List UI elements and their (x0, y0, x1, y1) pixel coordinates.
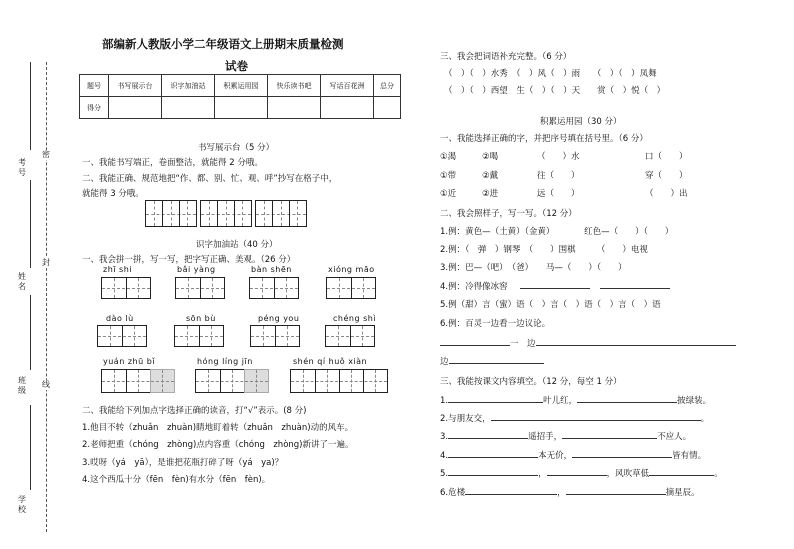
pinyin: shén qí huǒ xiàn (293, 357, 368, 366)
fill-text: ， (557, 488, 566, 498)
school-line (30, 405, 31, 490)
fill-row (440, 449, 706, 461)
fill-text: 5. (440, 469, 449, 479)
fill-text: 摘星辰。 (665, 488, 700, 498)
choose-option: ①近 (440, 189, 457, 199)
fill-row (440, 430, 691, 442)
choose-blank[interactable]: 口（ ） (645, 152, 688, 162)
fill-text: 3. (440, 432, 449, 442)
char-grid[interactable] (249, 277, 299, 299)
fill-row (440, 467, 723, 479)
reading-line: 4.这个西瓜十分（fēn fèn)有水分（fēn fèn)。 (82, 475, 271, 485)
example-question: 二、我会照样子，写一写。（12 分） (440, 209, 577, 219)
example-row (440, 280, 670, 292)
writing-q2-line2: 就能得 3 分哦。 (82, 189, 144, 199)
fill-row (440, 394, 711, 406)
fill-text: 。 (700, 414, 710, 424)
binding-margin (0, 0, 72, 549)
literacy-q2: 二、我能给下列加点字选择正确的读音，打“√”表示。(8 分) (82, 406, 307, 416)
pinyin: bǎi yàng (177, 265, 216, 274)
example-text: 4.例：冷得像冰窖 (440, 282, 508, 292)
choose-blank[interactable]: （ ）水 (537, 152, 580, 162)
reading-line: 2.老师把重（chóng zhòng)点内容重（chóng zhòng)新讲了一遍。 (82, 440, 354, 450)
fill-text: 2.与朋友交， (440, 414, 491, 424)
literacy-q1: 一、我会拼一拼，写一写，把字写正确、美观。（26 分） (82, 255, 296, 265)
score-table-row (80, 97, 401, 119)
score-cell[interactable] (109, 97, 162, 119)
fill-text: 。 (714, 469, 723, 479)
answer-line[interactable] (440, 345, 510, 346)
score-table-header-row (80, 75, 401, 97)
section-literacy-title: 识字加油站（40 分） (196, 240, 278, 250)
exam-no-label: 考号 (18, 158, 26, 177)
score-header: 快乐读书吧 (268, 75, 321, 97)
fill-text: 本无价， (538, 451, 573, 461)
answer-line[interactable] (562, 438, 657, 439)
fill-row (440, 412, 709, 424)
idiom-word: 赏 (597, 86, 606, 96)
score-row-label: 得分 (80, 97, 109, 119)
exam-subtitle: 试卷 (225, 59, 248, 73)
score-header: 积累运用园 (215, 75, 268, 97)
answer-line[interactable] (577, 402, 677, 403)
writing-grid[interactable] (200, 200, 252, 227)
idiom-word: 凤舞 (639, 69, 657, 79)
answer-line[interactable] (566, 494, 666, 495)
pinyin: péng you (258, 314, 300, 323)
fill-text: 遥招手， (528, 432, 563, 442)
choose-option: ①带 (440, 171, 457, 181)
pinyin: zhī shi (103, 265, 132, 274)
choose-option: ②进 (482, 189, 499, 199)
choose-blank[interactable]: 穿（ ） (645, 171, 688, 181)
pinyin: hóng líng jīn (197, 357, 253, 366)
idiom-row-1: （ ）（ ）水秀 （ ）风（ ）雨 （ ）（ ）凤舞 (444, 69, 657, 79)
pinyin: dào lù (106, 314, 134, 323)
fill-text: 皆有情。 (672, 451, 707, 461)
cut-line (46, 62, 47, 532)
choose-option: ②喝 (482, 152, 499, 162)
answer-line[interactable] (649, 475, 714, 476)
char-grid-shaded (150, 369, 175, 393)
school-label: 学校 (18, 495, 26, 514)
char-grid[interactable] (325, 325, 375, 347)
pinyin: yuán zhū bǐ (103, 357, 156, 366)
section-writing-title: 书写展示台（5 分） (198, 143, 275, 153)
example-row: 5.例（甜）言（蜜）语（ ）言（ ）语（ ）言（ ）语 (440, 300, 661, 310)
score-cell[interactable] (321, 97, 374, 119)
score-header: 题号 (80, 75, 109, 97)
char-grid[interactable] (175, 277, 225, 299)
idiom-word: 水秀 (490, 69, 508, 79)
reading-line: 3.哎呀（yá yā），是谁把花瓶打碎了呀（yá ya)？ (82, 458, 284, 468)
feng-label: 封 (42, 258, 50, 267)
score-header: 写话百花洲 (321, 75, 374, 97)
answer-line[interactable] (547, 475, 607, 476)
xian-label: 线 (42, 380, 50, 389)
answer-line[interactable] (465, 494, 557, 495)
score-header: 书写展示台 (109, 75, 162, 97)
writing-q1: 一、我能书写端正，卷面整洁，就能得 2 分哦。 (82, 158, 263, 168)
choose-option: ①渴 (440, 152, 457, 162)
fill-text: 4. (440, 451, 449, 461)
choose-question: 一、我能选择正确的字，并把序号填在括号里。（6 分） (440, 134, 648, 144)
writing-grid[interactable] (145, 200, 197, 227)
example-row: 6.例：百灵一边看一边议论。 (440, 319, 551, 329)
pinyin: chéng shì (333, 314, 377, 323)
answer-line[interactable] (448, 475, 538, 476)
char-grid[interactable] (97, 325, 147, 347)
exam-title: 部编新人教版小学二年级语文上册期末质量检测 (102, 37, 344, 51)
answer-line[interactable] (600, 288, 670, 289)
char-grid[interactable] (250, 325, 300, 347)
score-cell[interactable] (162, 97, 215, 119)
class-label: 班级 (18, 376, 26, 395)
fill-text: 6.危楼 (440, 488, 466, 498)
answer-line[interactable] (572, 457, 672, 458)
choose-option: ②戴 (482, 171, 499, 181)
name-label: 姓名 (18, 272, 26, 291)
reading-line: 1.他目不转（zhuǎn zhuàn)睛地盯着转（zhuǎn zhuàn)动的风车。 (82, 423, 354, 433)
pinyin: sōn bù (186, 314, 216, 323)
char-grid[interactable] (290, 369, 388, 393)
choose-blank[interactable]: 远（ ） (537, 189, 580, 199)
fill-text: 不应人。 (657, 432, 692, 442)
score-table (79, 74, 401, 119)
fill-text: ， (538, 469, 547, 479)
pinyin: bàn shēn (251, 265, 292, 274)
mi-label: 密 (42, 150, 50, 159)
fill-text: 1. (440, 396, 449, 406)
idiom-word: 天 (571, 86, 581, 96)
example-text: 边 (440, 357, 449, 367)
writing-q2-line1: 二、我能正确、规范地把“作、都、别、忙、观、呼”抄写在格子中， (82, 174, 338, 184)
idiom-word: 西望 (490, 86, 508, 96)
answer-line[interactable] (448, 438, 528, 439)
choose-blank[interactable]: 往（ ） (537, 171, 580, 181)
example-row: 1.例：黄色—（土黄）（金黄） 红色—（ ）（ ） (440, 227, 674, 237)
name-line (30, 180, 31, 268)
pinyin: xióng māo (328, 265, 375, 274)
fill-row (440, 486, 700, 498)
example-row: 2.例：（ 弹 ）钢琴 （ ）围棋 （ ）电视 (440, 245, 648, 255)
score-cell[interactable] (268, 97, 321, 119)
class-line (30, 295, 31, 370)
char-grid[interactable] (174, 325, 224, 347)
fill-text: 披绿装。 (677, 396, 712, 406)
answer-line[interactable] (448, 457, 538, 458)
example-row (440, 337, 736, 349)
fill-text: ，风吹草低 (606, 469, 650, 479)
char-grid[interactable] (326, 277, 376, 299)
idiom-word: 雨 (571, 69, 581, 79)
exam-no-line (30, 62, 31, 150)
score-header: 识字加油站 (162, 75, 215, 97)
answer-line[interactable] (448, 402, 543, 403)
idiom-question: 三、我会把词语补充完整。（6 分） (440, 52, 572, 62)
example-row: 3.例：巴—（吧） （爸） 马—（ ）（ ） (440, 263, 627, 273)
answer-line[interactable] (520, 288, 590, 289)
char-grid[interactable] (101, 277, 151, 299)
idiom-word: 风 (537, 69, 547, 79)
idiom-word: 生 (516, 86, 525, 96)
section-accumulation-title: 积累运用园（30 分） (540, 117, 622, 127)
fill-question: 三、我能按课文内容填空。（12 分，每空 1 分） (440, 377, 622, 387)
answer-line[interactable] (449, 363, 544, 364)
score-header: 总分 (374, 75, 401, 97)
score-cell[interactable] (374, 97, 401, 119)
answer-line[interactable] (536, 345, 736, 346)
example-text: 一 边 (510, 339, 536, 349)
idiom-word: 悦 (631, 86, 640, 96)
answer-line[interactable] (491, 420, 701, 421)
idiom-row-2: （ ）（ ）西望 生（ ）（ ）天 赏（ ）悦（ ） (444, 86, 666, 96)
choose-blank[interactable]: （ ）出 (645, 189, 688, 199)
fill-text: 叶儿红， (543, 396, 578, 406)
writing-grid[interactable] (255, 200, 307, 227)
example-row (440, 355, 544, 367)
score-cell[interactable] (215, 97, 268, 119)
char-grid-shaded (244, 369, 269, 393)
